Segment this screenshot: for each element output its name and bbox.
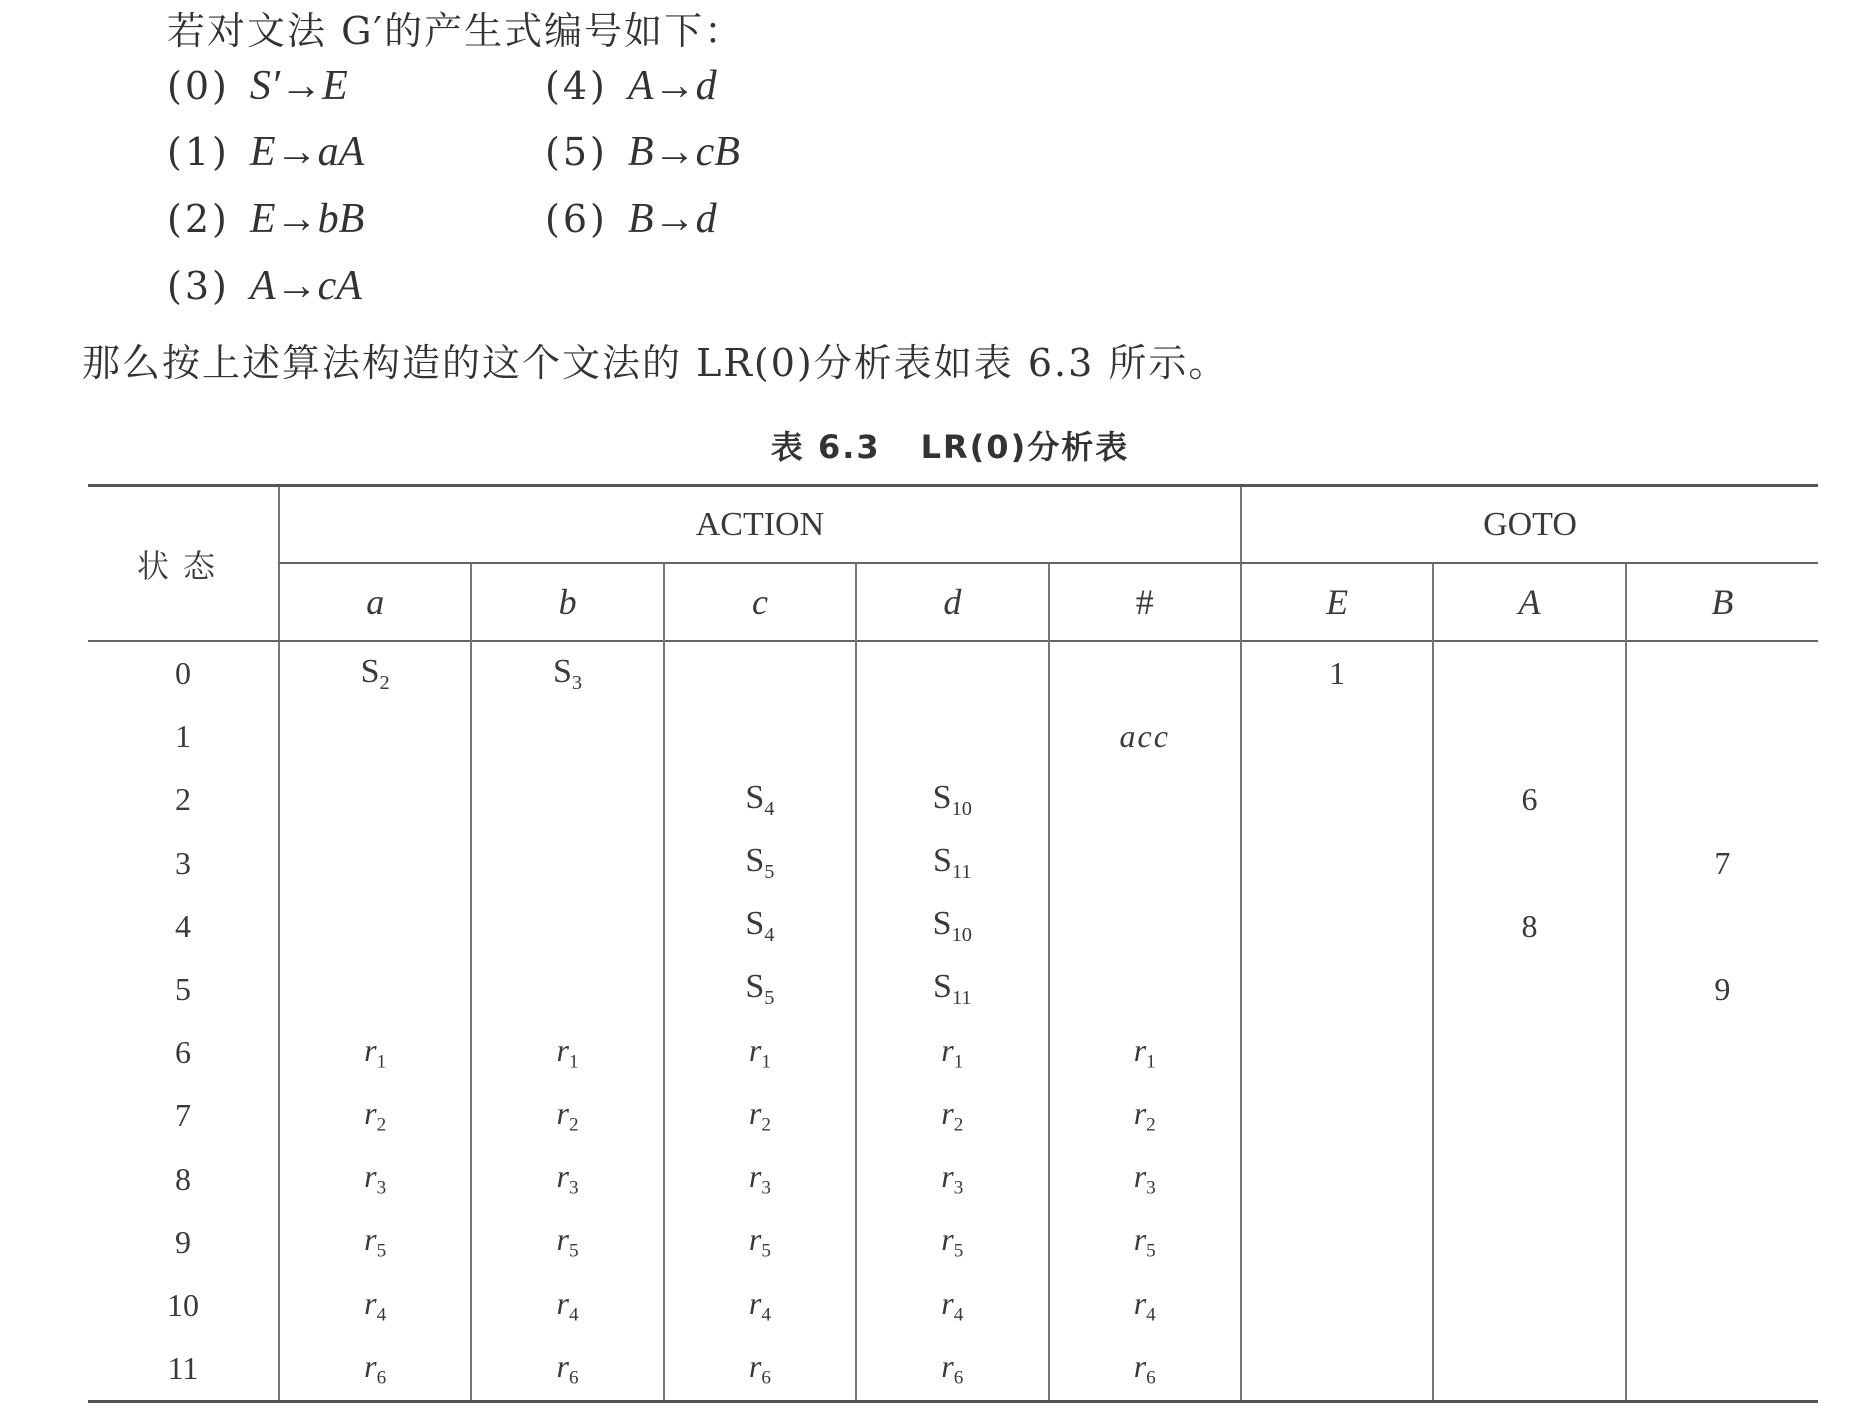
table-row — [88, 1148, 1818, 1211]
table-row — [88, 1084, 1818, 1147]
goto-cell — [1626, 1084, 1818, 1147]
table-intro-sentence: 那么按上述算法构造的这个文法的 LR(0)分析表如表 6.3 所示。 — [82, 341, 1229, 385]
table-row — [88, 1337, 1818, 1402]
goto-cell — [1241, 1211, 1433, 1274]
goto-cell — [1241, 1021, 1433, 1084]
table-row — [88, 958, 1818, 1021]
production-5 — [545, 128, 740, 176]
table-row — [88, 768, 1818, 831]
goto-cell: 9 — [1626, 958, 1818, 1021]
production-0 — [167, 62, 348, 110]
goto-cell — [1433, 1337, 1625, 1402]
action-cell: acc — [1049, 705, 1241, 768]
action-cell — [1049, 768, 1241, 831]
state-cell: 7 — [175, 1097, 191, 1134]
action-cell — [279, 832, 471, 895]
production-number: (2) — [167, 197, 230, 241]
production-rule: E→bB — [249, 196, 365, 242]
table-row — [88, 1211, 1818, 1274]
action-cell: $S_{11}$ — [856, 832, 1048, 895]
goto-cell — [1433, 705, 1625, 768]
action-cell: $r_6$ — [1049, 1337, 1241, 1402]
action-cell — [1049, 641, 1241, 705]
table-caption — [0, 422, 1854, 468]
action-cell: $r_1$ — [279, 1021, 471, 1084]
production-number: (0) — [167, 64, 230, 108]
action-cell: $r_2$ — [471, 1084, 663, 1147]
state-cell: 0 — [175, 655, 191, 692]
state-column-header: 状态 — [88, 486, 279, 642]
goto-cell — [1241, 958, 1433, 1021]
production-number: (5) — [545, 130, 608, 174]
table-caption-title: LR(0)分析表 — [920, 428, 1130, 466]
action-cell — [471, 705, 663, 768]
action-cell: $r_1$ — [856, 1021, 1048, 1084]
production-number: (1) — [167, 130, 230, 174]
action-cell — [471, 895, 663, 958]
production-1 — [167, 128, 364, 176]
production-number: (6) — [545, 197, 608, 241]
action-cell — [856, 641, 1048, 705]
state-cell: 1 — [175, 718, 191, 755]
goto-cell — [1241, 1148, 1433, 1211]
goto-cell: 8 — [1433, 895, 1625, 958]
action-cell — [471, 958, 663, 1021]
goto-group-header: GOTO — [1241, 486, 1818, 564]
action-cell: $r_5$ — [1049, 1211, 1241, 1274]
state-cell: 4 — [175, 907, 191, 944]
goto-cell — [1433, 1274, 1625, 1337]
goto-cell: 1 — [1241, 641, 1433, 705]
goto-cell — [1241, 1084, 1433, 1147]
goto-cell — [1626, 1211, 1818, 1274]
action-cell — [279, 768, 471, 831]
production-rule: S′→E — [249, 63, 348, 109]
goto-cell — [1433, 958, 1625, 1021]
goto-cell — [1241, 705, 1433, 768]
action-cell: $r_4$ — [1049, 1274, 1241, 1337]
goto-cell — [1626, 1337, 1818, 1402]
action-cell: $r_5$ — [664, 1211, 856, 1274]
action-cell: $r_3$ — [664, 1148, 856, 1211]
goto-cell — [1241, 768, 1433, 831]
action-cell: $r_4$ — [471, 1274, 663, 1337]
goto-cell — [1626, 895, 1818, 958]
state-cell: 11 — [167, 1350, 199, 1387]
state-cell: 8 — [175, 1160, 191, 1197]
action-cell: $r_6$ — [279, 1337, 471, 1402]
goto-cell — [1433, 1148, 1625, 1211]
action-cell: $S_4$ — [664, 768, 856, 831]
table-row — [88, 832, 1818, 895]
goto-cell — [1626, 1021, 1818, 1084]
table-row — [88, 1274, 1818, 1337]
action-column-end-marker: # — [1049, 563, 1241, 641]
action-cell: $S_{10}$ — [856, 768, 1048, 831]
goto-cell — [1241, 1337, 1433, 1402]
table-row — [88, 895, 1818, 958]
goto-cell — [1433, 1084, 1625, 1147]
action-cell — [1049, 895, 1241, 958]
production-number: (4) — [545, 64, 608, 108]
action-cell — [1049, 958, 1241, 1021]
production-rule: A→d — [627, 63, 717, 109]
goto-cell — [1626, 1274, 1818, 1337]
goto-column-E: E — [1241, 563, 1433, 641]
action-cell — [279, 705, 471, 768]
table-row — [88, 641, 1818, 705]
production-rule: B→d — [627, 196, 717, 242]
production-rule: B→cB — [627, 129, 740, 175]
action-cell: $r_2$ — [1049, 1084, 1241, 1147]
goto-cell — [1626, 641, 1818, 705]
action-cell — [664, 641, 856, 705]
action-cell: $r_4$ — [664, 1274, 856, 1337]
action-cell — [856, 705, 1048, 768]
goto-cell — [1241, 832, 1433, 895]
action-column-b: b — [471, 563, 663, 641]
production-3 — [167, 262, 362, 310]
goto-cell: 6 — [1433, 768, 1625, 831]
action-cell: $S_4$ — [664, 895, 856, 958]
state-cell: 5 — [175, 971, 191, 1008]
state-cell: 10 — [167, 1286, 199, 1323]
goto-cell — [1433, 1211, 1625, 1274]
action-cell — [471, 832, 663, 895]
goto-cell — [1241, 895, 1433, 958]
action-cell — [279, 895, 471, 958]
action-cell: $S_{11}$ — [856, 958, 1048, 1021]
action-cell: $r_5$ — [856, 1211, 1048, 1274]
action-cell: $r_5$ — [471, 1211, 663, 1274]
table-body — [88, 641, 1818, 1402]
goto-cell: 7 — [1626, 832, 1818, 895]
action-cell: $S_5$ — [664, 958, 856, 1021]
action-column-d: d — [856, 563, 1048, 641]
action-cell: $r_4$ — [279, 1274, 471, 1337]
action-column-a: a — [279, 563, 471, 641]
action-cell: $r_1$ — [664, 1021, 856, 1084]
action-cell: $r_2$ — [664, 1084, 856, 1147]
goto-cell — [1626, 705, 1818, 768]
action-cell: $r_6$ — [664, 1337, 856, 1402]
action-cell: $S_5$ — [664, 832, 856, 895]
action-cell: $r_3$ — [471, 1148, 663, 1211]
action-cell: $S_2$ — [279, 641, 471, 705]
action-cell — [664, 705, 856, 768]
production-2 — [167, 195, 364, 243]
goto-column-A: A — [1433, 563, 1625, 641]
action-column-c: c — [664, 563, 856, 641]
goto-cell — [1433, 1021, 1625, 1084]
production-6 — [545, 195, 717, 243]
action-cell — [1049, 832, 1241, 895]
state-cell: 6 — [175, 1034, 191, 1071]
action-cell: $r_1$ — [471, 1021, 663, 1084]
action-cell: $r_3$ — [856, 1148, 1048, 1211]
action-group-header: ACTION — [279, 486, 1241, 564]
action-cell: $r_4$ — [856, 1274, 1048, 1337]
intro-text: 若对文法 G′的产生式编号如下： — [167, 9, 745, 53]
action-cell: $r_6$ — [471, 1337, 663, 1402]
action-cell: $r_6$ — [856, 1337, 1048, 1402]
state-cell: 9 — [175, 1223, 191, 1260]
production-rule: A→cA — [249, 263, 362, 309]
action-cell: $S_3$ — [471, 641, 663, 705]
action-cell: $S_{10}$ — [856, 895, 1048, 958]
table-row — [88, 705, 1818, 768]
production-rule: E→aA — [249, 129, 365, 175]
goto-cell — [1626, 1148, 1818, 1211]
goto-cell — [1241, 1274, 1433, 1337]
state-cell: 3 — [175, 844, 191, 881]
goto-cell — [1433, 832, 1625, 895]
goto-column-B: B — [1626, 563, 1818, 641]
action-cell: $r_1$ — [1049, 1021, 1241, 1084]
production-number: (3) — [167, 264, 230, 308]
action-cell: $r_3$ — [1049, 1148, 1241, 1211]
state-cell: 2 — [175, 781, 191, 818]
action-cell — [471, 768, 663, 831]
action-cell: $r_5$ — [279, 1211, 471, 1274]
goto-cell — [1626, 768, 1818, 831]
lr0-parse-table — [88, 484, 1818, 1403]
goto-cell — [1433, 641, 1625, 705]
table-row — [88, 1021, 1818, 1084]
action-cell — [279, 958, 471, 1021]
action-cell: $r_3$ — [279, 1148, 471, 1211]
production-4 — [545, 62, 717, 110]
action-cell: $r_2$ — [279, 1084, 471, 1147]
action-cell: $r_2$ — [856, 1084, 1048, 1147]
table-caption-number: 表 6.3 — [770, 428, 881, 466]
